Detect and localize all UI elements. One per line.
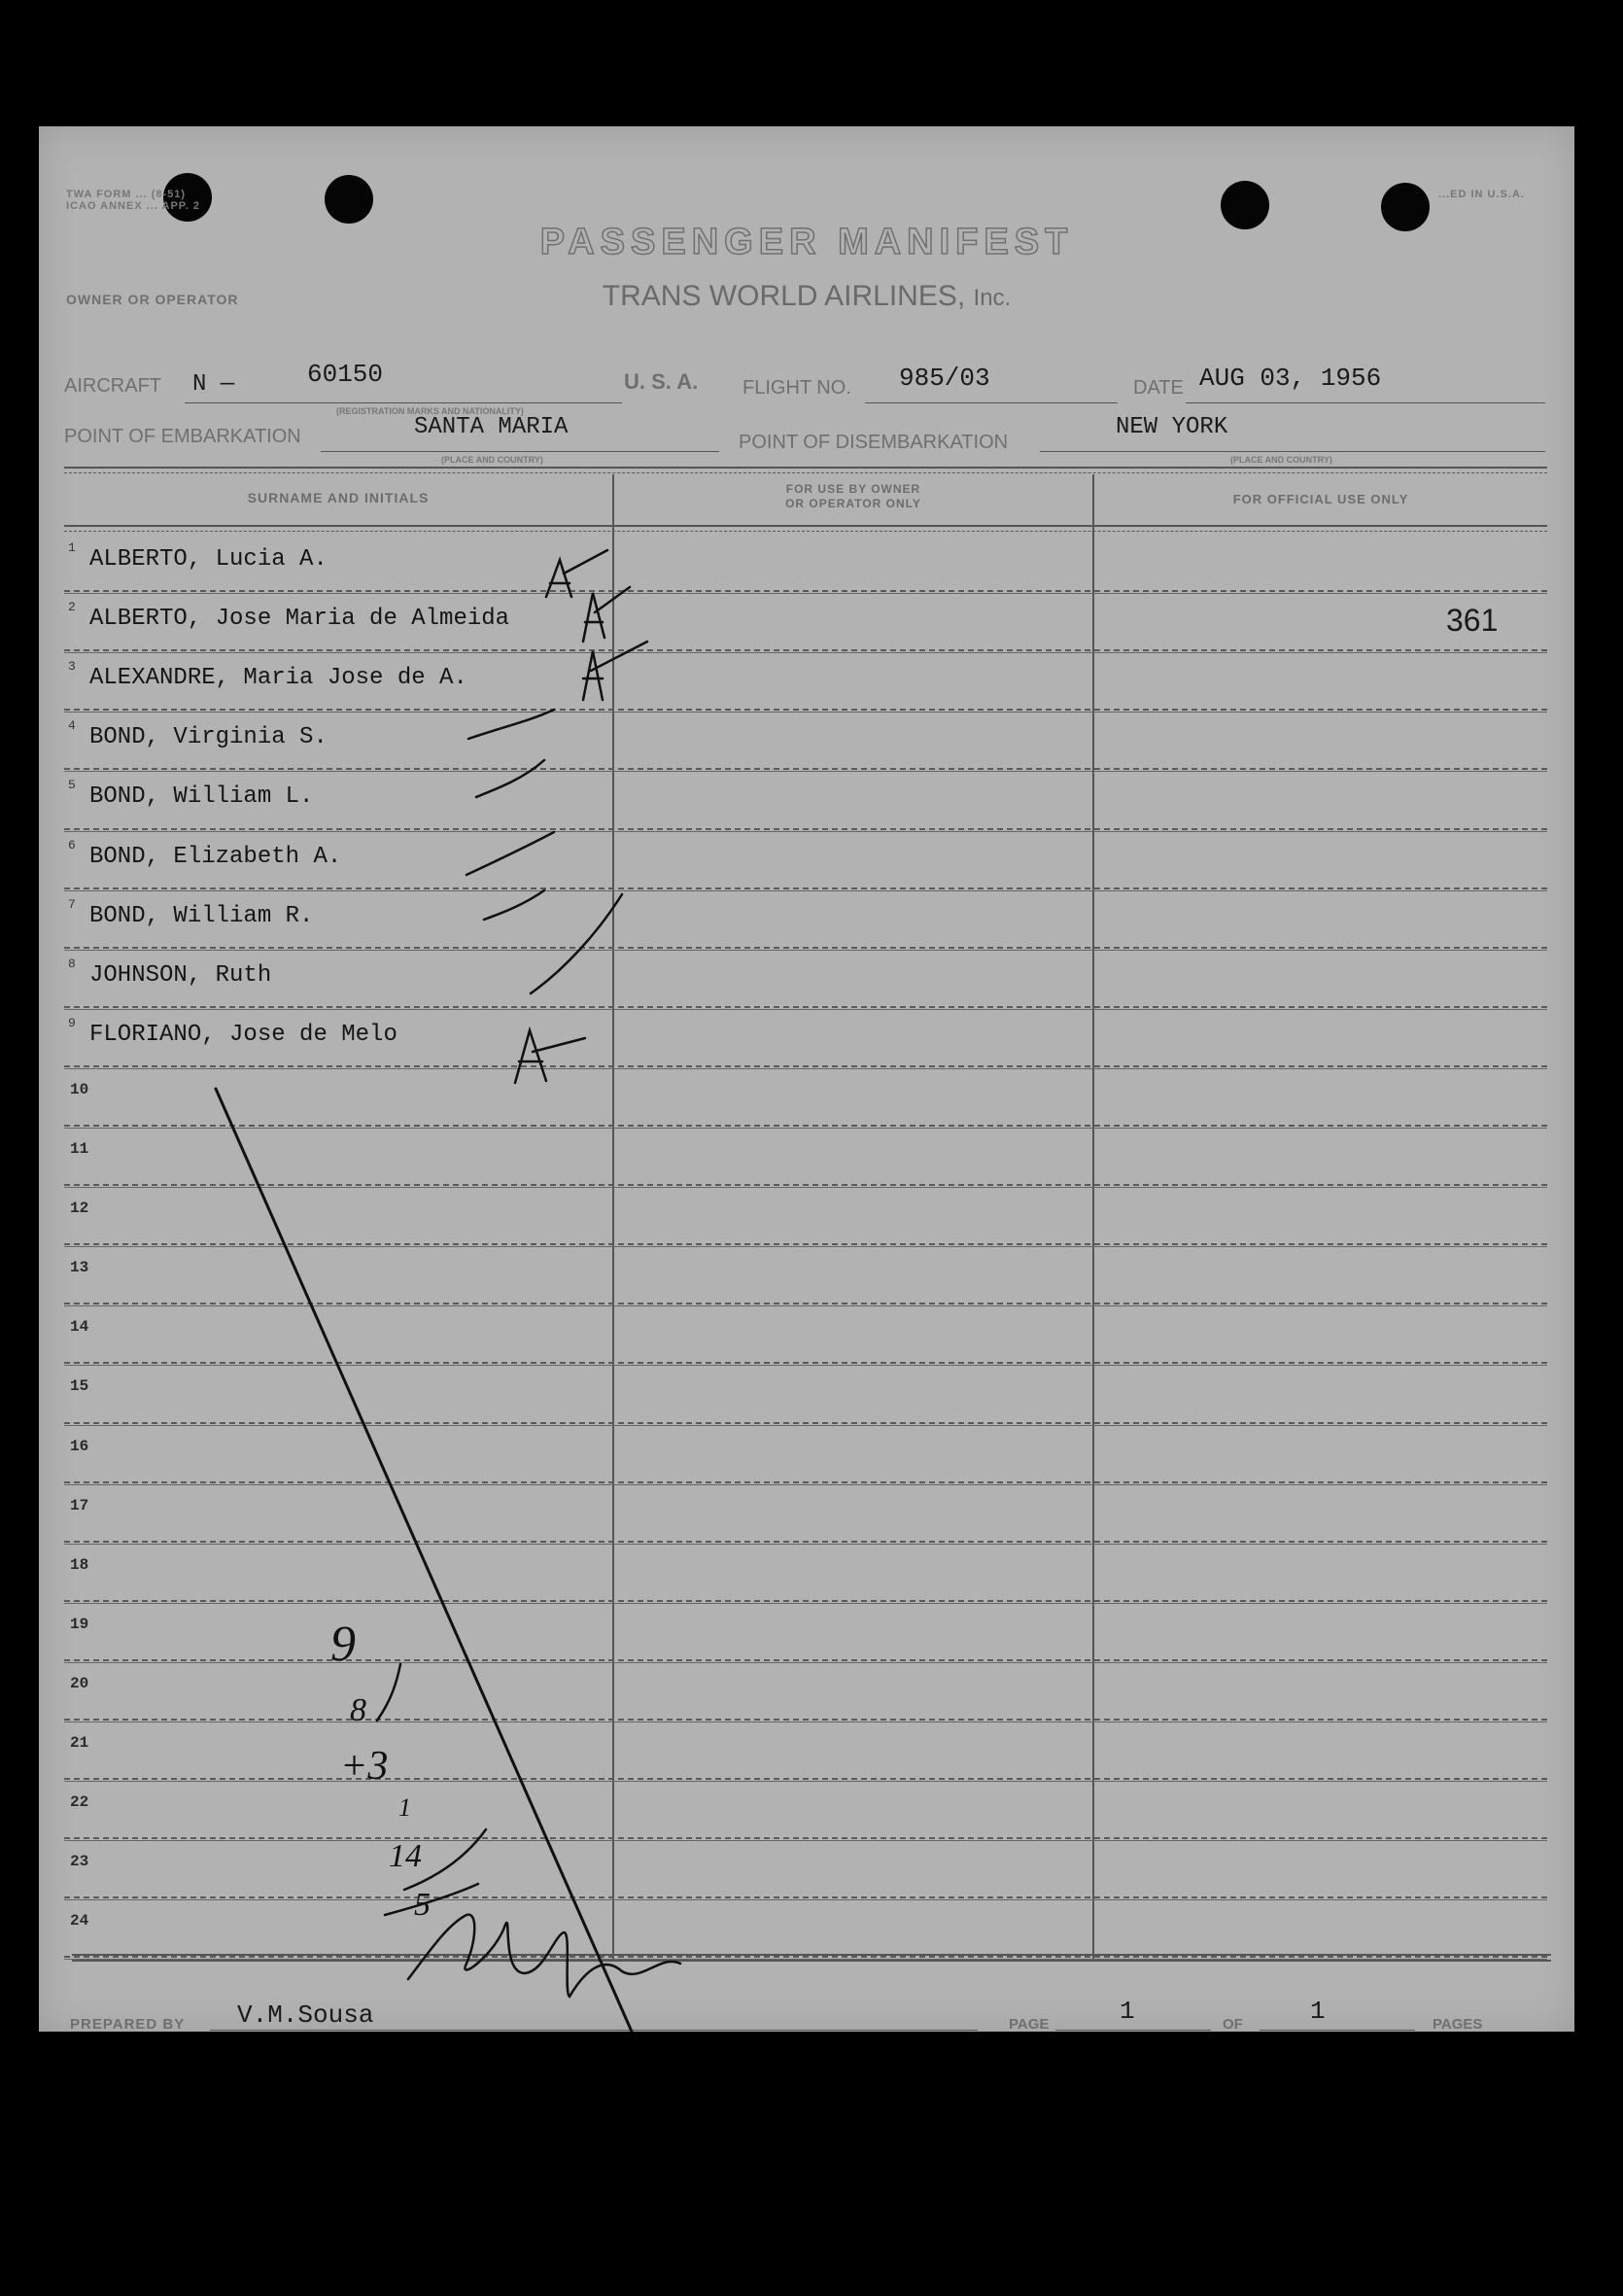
passenger-name: FLORIANO, Jose de Melo	[89, 1022, 397, 1048]
aircraft-number: 60150	[307, 360, 384, 389]
passenger-name: ALEXANDRE, Maria Jose de A.	[89, 665, 467, 691]
tally-figure: 8	[350, 1692, 366, 1728]
registration-caption: (REGISTRATION MARKS AND NATIONALITY)	[336, 406, 524, 416]
disembarkation-value: NEW YORK	[1116, 414, 1228, 440]
aircraft-prefix: N —	[192, 371, 235, 398]
pages-label: PAGES	[1433, 2016, 1483, 2033]
passenger-name: JOHNSON, Ruth	[89, 962, 272, 989]
row-number: 5	[68, 778, 76, 792]
row-number: 8	[68, 957, 76, 971]
country-label: U. S. A.	[624, 369, 699, 394]
document-title: PASSENGER MANIFEST	[539, 222, 1074, 262]
row-number: 9	[68, 1016, 76, 1030]
handwritten-a-mark	[546, 550, 607, 597]
date-label: DATE	[1133, 377, 1184, 399]
place-caption-2: (PLACE AND COUNTRY)	[1230, 455, 1332, 465]
flight-number: 985/03	[899, 364, 990, 393]
passenger-name: BOND, Elizabeth A.	[89, 844, 342, 870]
page-label: PAGE	[1009, 2016, 1050, 2033]
passenger-name: BOND, William L.	[89, 783, 314, 810]
signature-mark	[408, 1915, 680, 1997]
row-number: 16	[70, 1438, 89, 1455]
form-id: TWA FORM ... (8-51) ICAO ANNEX ... APP. 2	[66, 189, 200, 212]
page-number: 1	[1120, 1997, 1135, 2026]
row-number: 13	[70, 1259, 89, 1276]
embarkation-label: POINT OF EMBARKATION	[64, 426, 301, 447]
row-number: 15	[70, 1377, 89, 1395]
passenger-name: BOND, Virginia S.	[89, 724, 328, 750]
row-number: 6	[68, 838, 76, 852]
tally-underline	[377, 1664, 400, 1721]
place-caption: (PLACE AND COUNTRY)	[441, 455, 543, 465]
tally-figure: 14	[389, 1838, 422, 1874]
row-number: 19	[70, 1616, 89, 1633]
row-number: 2	[68, 600, 76, 614]
row-number: 22	[70, 1793, 89, 1811]
registered-note: ...ED IN U.S.A.	[1438, 189, 1525, 200]
prepared-by-label: PREPARED BY	[70, 2016, 186, 2033]
embarkation-value: SANTA MARIA	[414, 414, 569, 440]
check-mark	[466, 832, 554, 875]
check-mark	[531, 894, 622, 993]
check-mark	[476, 760, 544, 797]
row-number: 1	[68, 540, 76, 555]
tally-underline	[385, 1884, 478, 1915]
tally-figure: 1	[398, 1793, 411, 1822]
row-number: 23	[70, 1853, 89, 1870]
tally-figure: 9	[330, 1617, 356, 1672]
flight-date: AUG 03, 1956	[1199, 364, 1382, 393]
handwritten-a-mark	[583, 587, 630, 642]
ink-marks	[39, 126, 1574, 2032]
check-mark	[484, 890, 544, 920]
passenger-name: BOND, William R.	[89, 903, 314, 929]
check-marks	[216, 550, 680, 2032]
row-number: 24	[70, 1912, 89, 1930]
owner-label: OWNER OR OPERATOR	[66, 292, 239, 307]
manifest-sheet	[39, 126, 1574, 2032]
aircraft-label: AIRCRAFT	[64, 375, 161, 397]
column-header-names: SURNAME AND INITIALS	[247, 490, 430, 505]
row-number: 18	[70, 1556, 89, 1574]
check-mark	[468, 710, 554, 739]
prepared-by-value: V.M.Sousa	[237, 2000, 374, 2030]
row-number: 11	[70, 1140, 89, 1158]
flight-label: FLIGHT NO.	[742, 377, 851, 399]
page-total: 1	[1310, 1997, 1326, 2026]
row-number: 17	[70, 1497, 89, 1514]
official-note: 361	[1446, 603, 1499, 638]
row-number: 21	[70, 1734, 89, 1752]
row-number: 4	[68, 718, 76, 733]
company-name: TRANS WORLD AIRLINES, Inc.	[602, 280, 1012, 312]
row-number: 20	[70, 1675, 89, 1692]
passenger-name: ALBERTO, Lucia A.	[89, 546, 328, 573]
row-number: 14	[70, 1318, 89, 1336]
tally-figures	[330, 1617, 431, 1923]
handwritten-a-mark	[583, 642, 647, 700]
tally-figure: 5	[414, 1887, 431, 1923]
disembarkation-label: POINT OF DISEMBARKATION	[739, 432, 1009, 453]
column-header-operator: FOR USE BY OWNER OR OPERATOR ONLY	[785, 482, 921, 510]
row-number: 10	[70, 1081, 89, 1098]
column-header-official: FOR OFFICIAL USE ONLY	[1232, 492, 1409, 506]
row-number: 7	[68, 897, 76, 912]
handwritten-a-mark	[515, 1030, 585, 1083]
row-number: 3	[68, 659, 76, 674]
row-number: 12	[70, 1200, 89, 1217]
passenger-name: ALBERTO, Jose Maria de Almeida	[89, 606, 510, 632]
of-label: OF	[1223, 2016, 1243, 2033]
tally-figure: +3	[340, 1744, 389, 1789]
